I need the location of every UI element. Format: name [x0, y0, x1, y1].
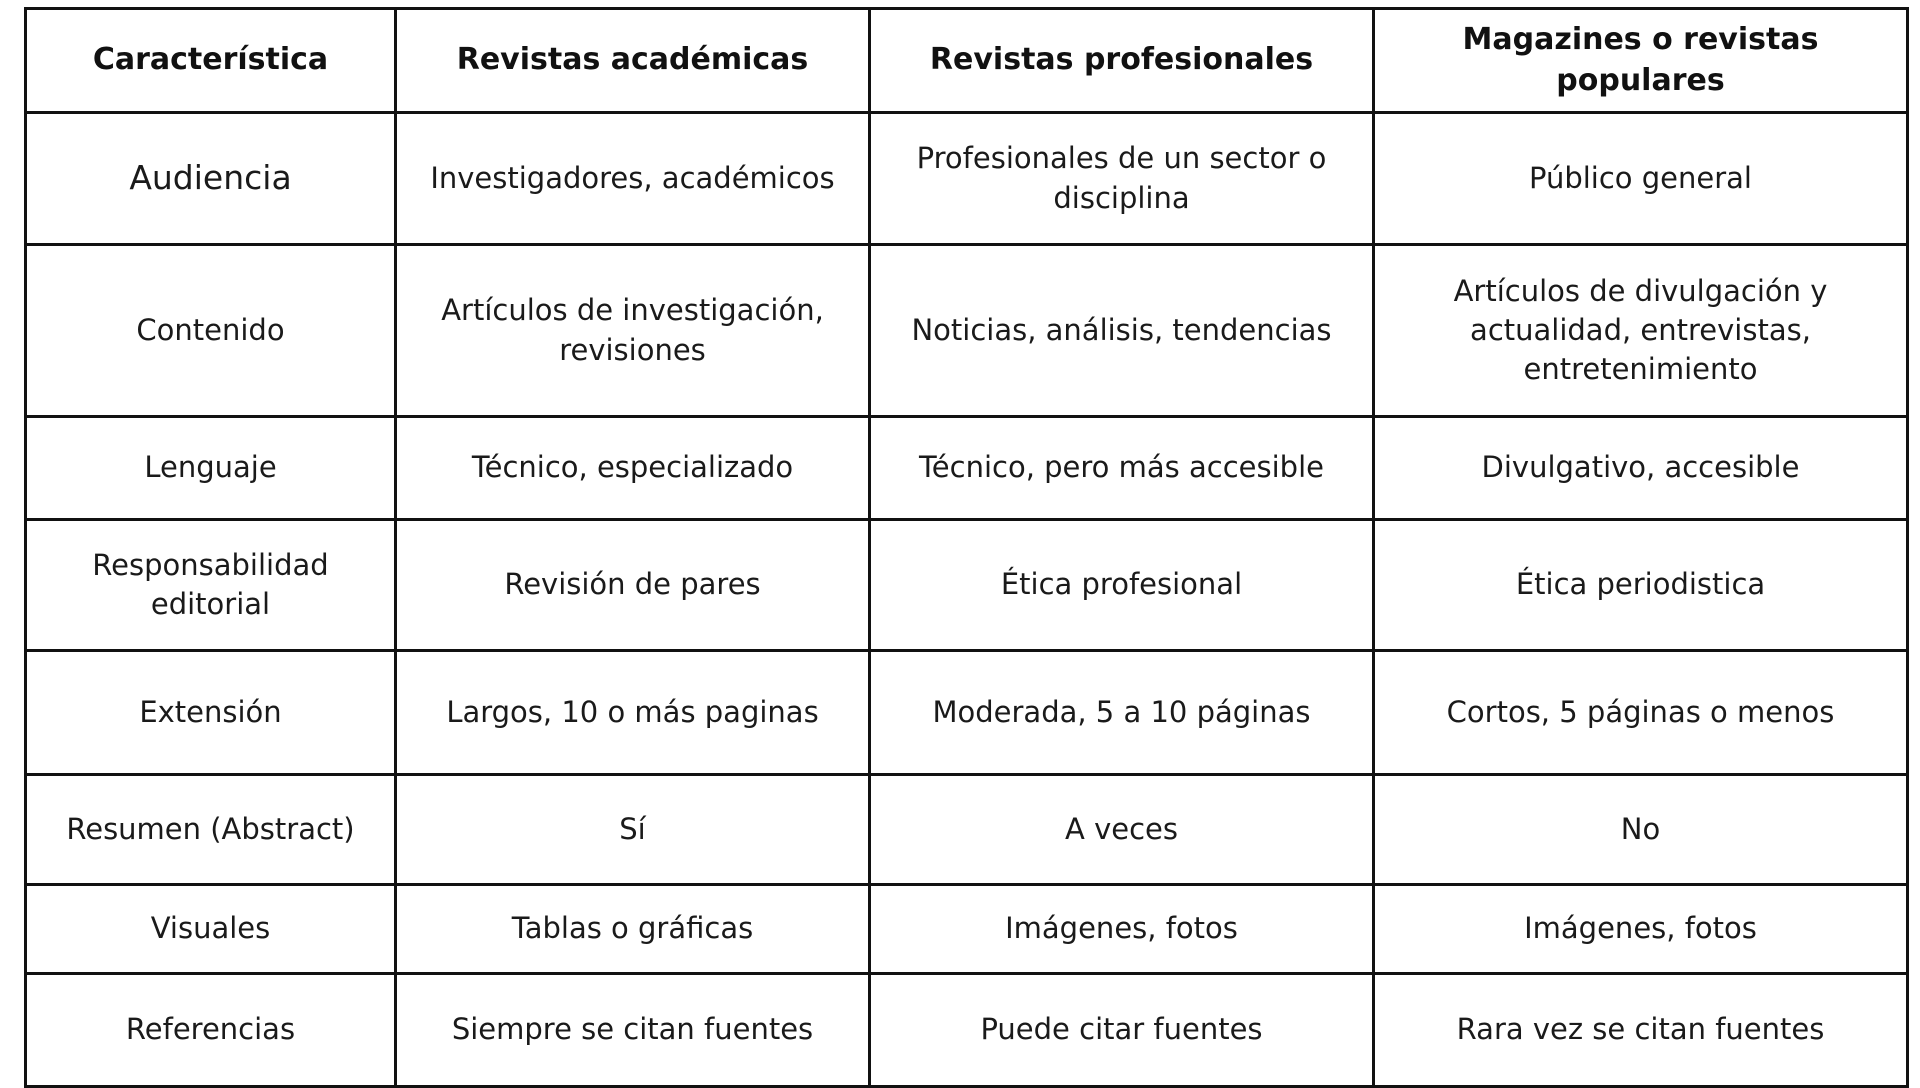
table-cell: Técnico, pero más accesible — [870, 417, 1374, 520]
table-cell: Rara vez se citan fuentes — [1374, 974, 1908, 1087]
table-header-row — [26, 9, 1908, 113]
table-cell: Artículos de divulgación y actualidad, entrevistas, entretenimiento — [1374, 245, 1908, 417]
header-magazines: Magazines o revistas populares — [1374, 9, 1908, 113]
table-cell: Largos, 10 o más paginas — [396, 651, 870, 775]
table-cell: Noticias, análisis, tendencias — [870, 245, 1374, 417]
table-cell: Investigadores, académicos — [396, 113, 870, 245]
table-cell: Divulgativo, accesible — [1374, 417, 1908, 520]
row-label-contenido: Contenido — [26, 245, 396, 417]
row-label-resumen: Resumen (Abstract) — [26, 775, 396, 885]
table-cell: Imágenes, fotos — [870, 885, 1374, 974]
table-row — [26, 417, 1908, 520]
table-cell: Siempre se citan fuentes — [396, 974, 870, 1087]
row-label-referencias: Referencias — [26, 974, 396, 1087]
comparison-table-container — [24, 7, 1906, 1088]
table-row — [26, 974, 1908, 1087]
table-cell: Sí — [396, 775, 870, 885]
row-label-extension: Extensión — [26, 651, 396, 775]
table-cell: Técnico, especializado — [396, 417, 870, 520]
row-label-responsabilidad: Responsabilidad editorial — [26, 520, 396, 651]
table-cell: A veces — [870, 775, 1374, 885]
table-row — [26, 775, 1908, 885]
table-cell: Tablas o gráficas — [396, 885, 870, 974]
row-label-audiencia: Audiencia — [26, 113, 396, 245]
table-cell: Ética profesional — [870, 520, 1374, 651]
table-cell: Puede citar fuentes — [870, 974, 1374, 1087]
comparison-table — [24, 7, 1909, 1088]
row-label-lenguaje: Lenguaje — [26, 417, 396, 520]
header-revistas-profesionales: Revistas profesionales — [870, 9, 1374, 113]
row-label-visuales: Visuales — [26, 885, 396, 974]
header-caracteristica: Característica — [26, 9, 396, 113]
header-revistas-academicas: Revistas académicas — [396, 9, 870, 113]
table-cell: Profesionales de un sector o disciplina — [870, 113, 1374, 245]
table-row — [26, 885, 1908, 974]
table-cell: Público general — [1374, 113, 1908, 245]
table-row — [26, 113, 1908, 245]
table-cell: Revisión de pares — [396, 520, 870, 651]
table-row — [26, 651, 1908, 775]
table-cell: No — [1374, 775, 1908, 885]
table-cell: Artículos de investigación, revisiones — [396, 245, 870, 417]
table-cell: Cortos, 5 páginas o menos — [1374, 651, 1908, 775]
table-cell: Imágenes, fotos — [1374, 885, 1908, 974]
table-row — [26, 520, 1908, 651]
table-cell: Moderada, 5 a 10 páginas — [870, 651, 1374, 775]
table-row — [26, 245, 1908, 417]
table-cell: Ética periodistica — [1374, 520, 1908, 651]
